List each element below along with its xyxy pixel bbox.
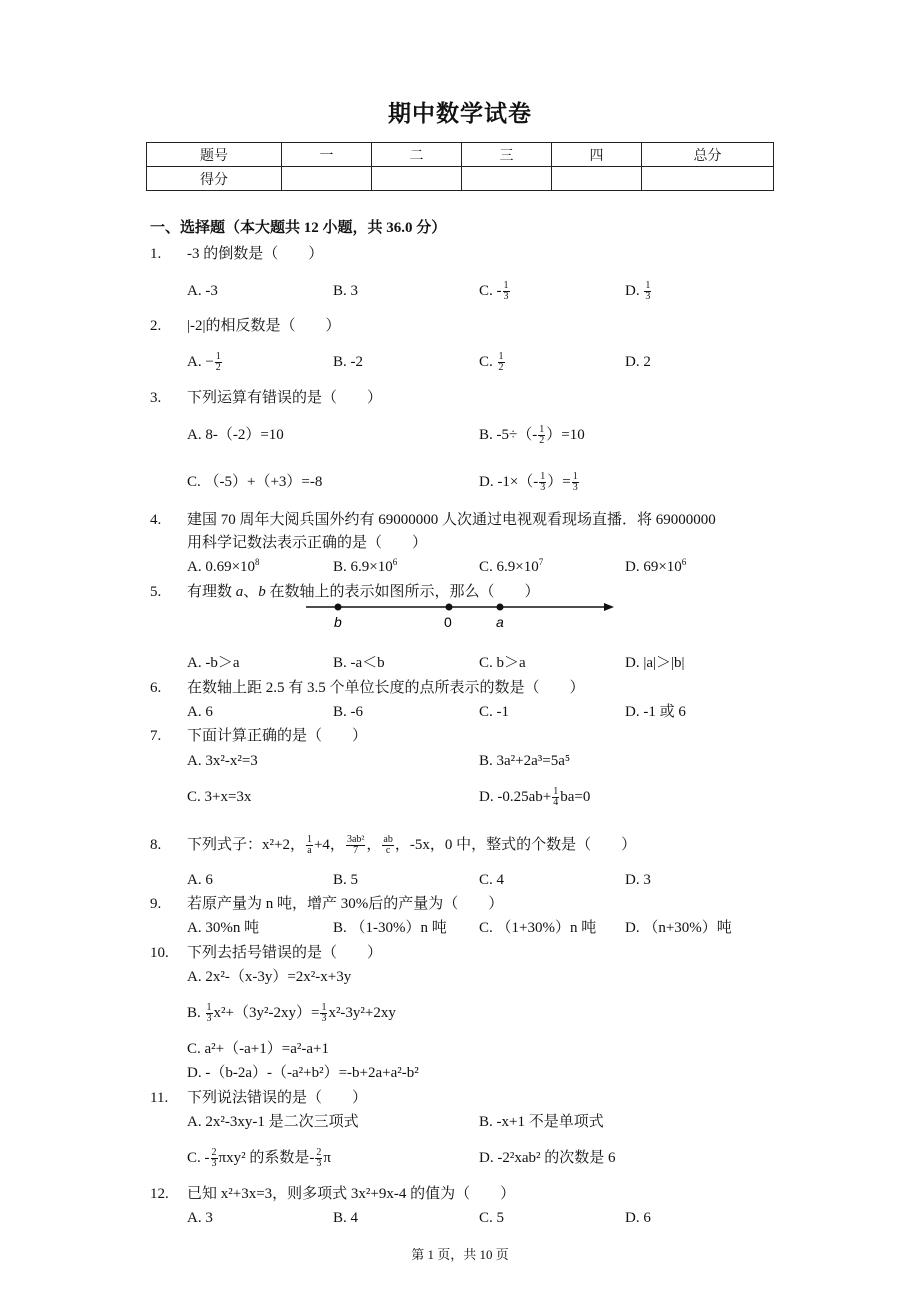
fraction: $\frac{1}{3}$	[645, 280, 651, 303]
question-text: 下列去括号错误的是（ ）	[187, 945, 383, 961]
question-text: 若原产量为 n 吨，增产 30%后的产量为（ ）	[187, 896, 504, 912]
option-a[interactable]: A. $0.69\times 10^8$	[187, 557, 260, 575]
option-b[interactable]: B. -6	[333, 704, 363, 720]
score-row-label: 得分	[147, 167, 282, 191]
option-b[interactable]: B. $\frac{1}{3}$ x²+（3y²-2xy）= $\frac{1}{3}$ x²-3y²+2xy	[187, 1002, 396, 1025]
option-label: ）=	[547, 474, 571, 490]
option-b[interactable]: B. 5	[333, 872, 359, 888]
option-b[interactable]: B. -a＜b	[333, 655, 385, 671]
point-a	[497, 604, 504, 611]
option-a[interactable]: A. 30%n 吨	[187, 920, 260, 936]
question-number: 10.	[150, 945, 169, 961]
option-b[interactable]: B. $6.9\times 10^6$	[333, 557, 398, 575]
option-b[interactable]: B. -x+1 不是单项式	[479, 1114, 604, 1130]
question-number: 9.	[150, 896, 162, 912]
question-text: 已知 x²+3x=3，则多项式 3x²+9x-4 的值为（ ）	[187, 1186, 516, 1202]
label-b: b	[334, 614, 342, 630]
question-number: 12.	[150, 1186, 169, 1202]
option-d[interactable]: D. |a|＞|b|	[625, 655, 685, 671]
fraction: $\frac{1}{2}$	[215, 351, 221, 374]
option-a[interactable]: A. 8-（-2）=10	[187, 427, 284, 443]
question-text: 在数轴上距 2.5 有 3.5 个单位长度的点所表示的数是（ ）	[187, 680, 585, 696]
option-label: B. -5÷（-	[479, 427, 538, 443]
option-label: A. −	[187, 354, 214, 370]
fraction: $\frac{1}{3}$	[540, 471, 546, 494]
option-c[interactable]: C. 4	[479, 872, 505, 888]
question-text: |-2|的相反数是（ ）	[187, 318, 341, 334]
section-heading: 一、选择题（本大题共 12 小题，共 36.0 分）	[150, 220, 447, 236]
question-number: 5.	[150, 584, 162, 600]
fraction: $\frac{1}{2}$	[539, 424, 545, 447]
option-d[interactable]: D. 6	[625, 1210, 651, 1226]
option-c[interactable]: C. a²+（-a+1）=a²-a+1	[187, 1041, 329, 1057]
score-cell[interactable]	[642, 167, 774, 191]
option-a[interactable]: A. 6	[187, 872, 213, 888]
score-table-header	[147, 143, 774, 167]
option-c[interactable]: C. （1+30%）n 吨	[479, 920, 597, 936]
fraction: $\frac{1}{a}$	[306, 834, 312, 857]
number-line	[300, 596, 620, 636]
option-a[interactable]: A. -3	[187, 283, 218, 299]
question-text: 下列式子：x²+2， $\frac{1}{a}$ +4， $\frac{\text{3ab²}}{7}$ ， $\frac{ab}{c}$ ，-5x，0 中，整式的个数是（ ）	[187, 834, 637, 857]
option-c[interactable]: C. b＞a	[479, 655, 526, 671]
question-text: 用科学记数法表示正确的是（ ）	[187, 535, 428, 551]
question-text: 建国 70 周年大阅兵国外约有 69000000 人次通过电视观看现场直播．将 69000000	[187, 512, 716, 528]
option-c[interactable]	[479, 352, 506, 373]
page-title: 期中数学试卷	[388, 101, 532, 126]
fraction: $\frac{1}{2}$	[498, 351, 504, 374]
option-label: D. -1×（-	[479, 474, 539, 490]
option-c[interactable]: C. -1	[479, 704, 509, 720]
score-header-cell: 三	[462, 143, 552, 167]
question-text: 下列说法错误的是（ ）	[187, 1090, 368, 1106]
option-a[interactable]: A. 2x²-（x-3y）=2x²-x+3y	[187, 969, 352, 985]
question-text: 下列运算有错误的是（ ）	[187, 390, 383, 406]
question-text: 下面计算正确的是（ ）	[187, 728, 368, 744]
option-a[interactable]: A. 3x²-x²=3	[187, 753, 258, 769]
option-d[interactable]: D. -1 或 6	[625, 704, 686, 720]
question-number: 2.	[150, 318, 162, 334]
option-label: D.	[625, 283, 644, 299]
option-b[interactable]: B. 4	[333, 1210, 359, 1226]
option-c[interactable]	[479, 281, 511, 302]
question-number: 8.	[150, 837, 162, 853]
option-a[interactable]: A. 3	[187, 1210, 213, 1226]
option-c[interactable]: C. $6.9\times 10^7$	[479, 557, 544, 575]
question-number: 6.	[150, 680, 162, 696]
fraction: $\frac{1}{3}$	[206, 1002, 212, 1025]
option-d[interactable]	[625, 281, 652, 302]
score-header-cell: 总分	[642, 143, 774, 167]
score-header-cell: 四	[552, 143, 642, 167]
option-label: C. -	[479, 283, 502, 299]
option-b[interactable]: B. （1-30%）n 吨	[333, 920, 447, 936]
option-c[interactable]: C. 3+x=3x	[187, 789, 252, 805]
question-text: 有理数 a、b 在数轴上的表示如图所示，那么（ ）	[187, 584, 540, 600]
fraction: $\frac{1}{4}$	[553, 786, 559, 809]
fraction: $\frac{ab}{c}$	[383, 834, 393, 857]
option-a[interactable]: A. 6	[187, 704, 213, 720]
option-d[interactable]: D. 3	[625, 872, 651, 888]
option-c[interactable]: C. - $\frac{2}{3}$ πxy² 的系数是- $\frac{2}{3}$ π	[187, 1147, 331, 1170]
score-cell[interactable]	[552, 167, 642, 191]
option-d[interactable]: D. $69\times 10^6$	[625, 557, 687, 575]
option-a[interactable]: A. 2x²-3xy-1 是二次三项式	[187, 1114, 359, 1130]
option-a[interactable]: A. -b＞a	[187, 655, 240, 671]
option-label: C.	[479, 354, 497, 370]
score-header-cell: 一	[282, 143, 372, 167]
option-d[interactable]	[479, 472, 580, 493]
option-d[interactable]: D. -（b-2a）-（-a²+b²）=-b+2a+a²-b²	[187, 1065, 419, 1081]
question-number: 3.	[150, 390, 162, 406]
question-text: -3 的倒数是（ ）	[187, 246, 324, 262]
fraction: $\frac{1}{3}$	[321, 1002, 327, 1025]
option-c[interactable]: C. （-5）+（+3）=-8	[187, 474, 323, 490]
point-0	[446, 604, 453, 611]
question-number: 11.	[150, 1090, 169, 1106]
option-d[interactable]: D. （n+30%）吨	[625, 920, 732, 936]
score-table	[146, 142, 774, 191]
point-b	[335, 604, 342, 611]
option-b[interactable]: B. 3a²+2a³=5a⁵	[479, 753, 571, 769]
option-a[interactable]	[187, 352, 223, 373]
option-d[interactable]: D. -2²xab² 的次数是 6	[479, 1150, 616, 1166]
option-d[interactable]: D. 2	[625, 354, 651, 370]
score-cell[interactable]	[282, 167, 372, 191]
page-footer: 第 1 页，共 10 页	[411, 1247, 509, 1262]
option-b[interactable]: B. -2	[333, 354, 363, 370]
score-cell[interactable]	[462, 167, 552, 191]
question-number: 1.	[150, 246, 162, 262]
option-d[interactable]: D. -0.25ab+ $\frac{1}{4}$ ba=0	[479, 786, 591, 809]
score-header-cell: 二	[372, 143, 462, 167]
label-a: a	[496, 614, 504, 630]
question-number: 7.	[150, 728, 162, 744]
score-table-row	[147, 167, 774, 191]
fraction: $\frac{2}{3}$	[211, 1147, 217, 1170]
label-0: 0	[444, 614, 452, 630]
option-b[interactable]: B. 3	[333, 283, 359, 299]
arrow-icon	[604, 603, 614, 611]
score-cell[interactable]	[372, 167, 462, 191]
fraction: $\frac{1}{3}$	[572, 471, 578, 494]
fraction: $\frac{1}{3}$	[503, 280, 509, 303]
fraction: $\frac{2}{3}$	[316, 1147, 322, 1170]
question-number: 4.	[150, 512, 162, 528]
score-header-cell: 题号	[147, 143, 282, 167]
option-b[interactable]	[479, 425, 585, 446]
fraction: $\frac{\text{3ab²}}{7}$	[346, 834, 365, 857]
option-c[interactable]: C. 5	[479, 1210, 505, 1226]
option-label: ）=10	[546, 427, 585, 443]
